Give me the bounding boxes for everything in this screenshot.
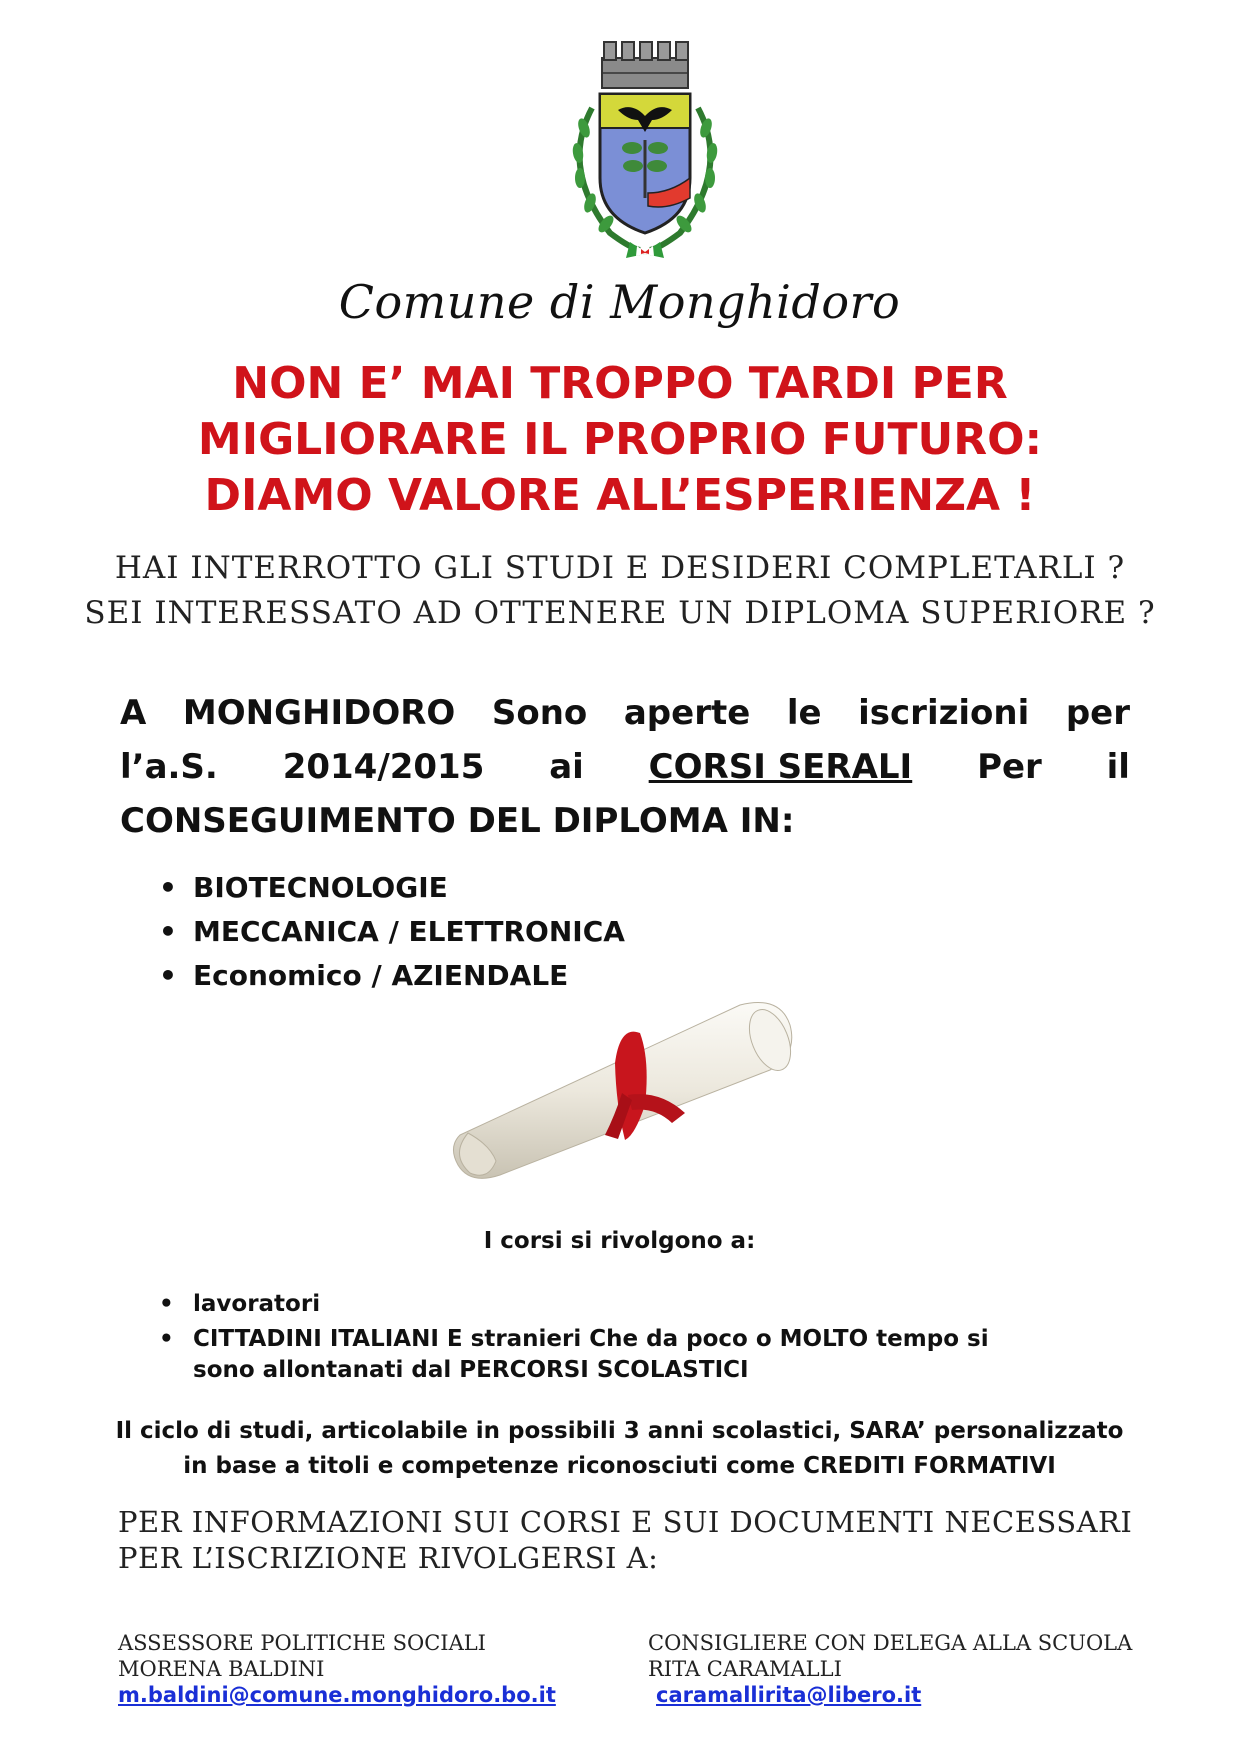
contact-role: CONSIGLIERE CON DELEGA ALLA SCUOLA — [648, 1631, 1133, 1655]
intro-word: iscrizioni — [858, 693, 1030, 733]
headline-line-1: NON E’ MAI TROPPO TARDI PER — [232, 358, 1008, 409]
audience-title: I corsi si rivolgono a: — [483, 1228, 756, 1254]
cycle-line-1: Il ciclo di studi, articolabile in possibili 3 anni scolastici, SARA’ personalizzato — [115, 1418, 1124, 1444]
list-item: • lavoratori — [155, 1287, 989, 1322]
intro-line-2 — [120, 740, 1130, 794]
list-item: • CITTADINI ITALIANI E stranieri Che da poco o MOLTO tempo si — [155, 1322, 989, 1357]
cycle-line-2: in base a titoli e competenze riconosciuti come CREDITI FORMATIVI — [183, 1453, 1056, 1479]
diploma-list — [155, 866, 625, 998]
list-item-continuation: sono allontanati dal PERCORSI SCOLASTICI — [193, 1357, 749, 1383]
contact-right — [648, 1630, 1208, 1708]
intro-word: le — [786, 693, 822, 733]
cycle-paragraph — [0, 1414, 1239, 1484]
intro-word: MONGHIDORO — [182, 693, 456, 733]
contact-role: ASSESSORE POLITICHE SOCIALI — [118, 1631, 486, 1655]
question-1: HAI INTERROTTO GLI STUDI E DESIDERI COMPLETARLI ? — [114, 550, 1126, 586]
coat-of-arms-icon — [540, 28, 750, 268]
info-line-2: PER L’ISCRIZIONE RIVOLGERSI A: — [118, 1541, 659, 1575]
intro-word: Per — [977, 747, 1042, 787]
intro-word: Sono — [491, 693, 588, 733]
list-item: • Economico / AZIENDALE — [155, 954, 625, 998]
intro-line-3: CONSEGUIMENTO DEL DIPLOMA IN: — [120, 801, 795, 841]
list-item: • BIOTECNOLOGIE — [155, 866, 625, 910]
info-line-1: PER INFORMAZIONI SUI CORSI E SUI DOCUMENTI NECESSARI — [118, 1505, 1133, 1539]
info-paragraph — [118, 1504, 1168, 1576]
intro-word: l’a.S. — [120, 747, 218, 787]
contact-name: RITA CARAMALLI — [648, 1657, 842, 1681]
intro-word: aperte — [623, 693, 751, 733]
intro-word: per — [1065, 693, 1130, 733]
list-item: • MECCANICA / ELETTRONICA — [155, 910, 625, 954]
intro-word: A — [120, 693, 147, 733]
contact-email-link[interactable]: m.baldini@comune.monghidoro.bo.it — [118, 1683, 556, 1707]
headline-line-3: DIAMO VALORE ALL’ESPERIENZA ! — [204, 470, 1036, 521]
intro-word: ai — [549, 747, 584, 787]
headline-line-2: MIGLIORARE IL PROPRIO FUTURO: — [197, 414, 1043, 465]
intro-year: 2014/2015 — [282, 747, 485, 787]
contact-email-link[interactable]: caramallirita@libero.it — [656, 1683, 922, 1707]
diploma-scroll-icon — [440, 985, 810, 1185]
comune-name: Comune di Monghidoro — [338, 275, 901, 329]
question-2: SEI INTERESSATO AD OTTENERE UN DIPLOMA SUPERIORE ? — [84, 595, 1156, 631]
intro-word: il — [1106, 747, 1130, 787]
audience-list — [155, 1287, 989, 1383]
intro-line-1 — [120, 686, 1130, 740]
contact-left — [118, 1630, 638, 1708]
corsi-serali-label: CORSI SERALI — [648, 747, 913, 787]
contact-name: MORENA BALDINI — [118, 1657, 325, 1681]
intro-paragraph — [120, 686, 1130, 848]
